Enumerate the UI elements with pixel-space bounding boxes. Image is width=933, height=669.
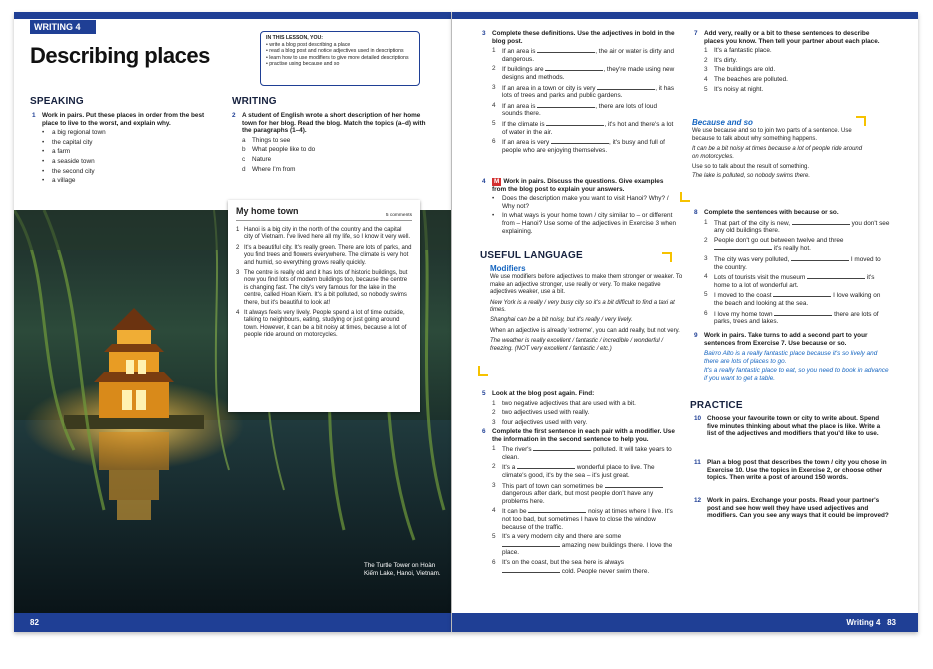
exercise-instruction: Complete the first sentence in each pair with a modifier. Use the information in the second sentence to help you. xyxy=(492,428,675,443)
list-item: 5 It's noisy at night. xyxy=(704,85,764,93)
grammar-example: The lake is polluted, so nobody swims there. xyxy=(692,173,811,180)
answer-blank[interactable] xyxy=(791,255,849,261)
list-item: • a seaside town xyxy=(42,157,95,165)
exercise-instruction: Work in pairs. Take turns to add a second part to your sentences from Exercise 7. Use because or so. xyxy=(704,332,868,347)
answer-blank[interactable] xyxy=(546,120,604,126)
list-item: 5 If the climate is , it's hot and there's a lot of water in the air. xyxy=(492,119,674,136)
list-item: 3 The city was very polluted, I moved to the country. xyxy=(704,254,881,271)
answer-blank[interactable] xyxy=(792,219,850,225)
exercise-instruction: Look at the blog post again. Find: xyxy=(492,390,595,397)
exercise-7 xyxy=(694,30,890,93)
list-item: • a farm xyxy=(42,148,71,156)
list-item: 2 It's a wonderful place to live. The climate's good, it's by the sea – it's just great. xyxy=(492,463,655,479)
answer-blank[interactable] xyxy=(537,102,595,108)
corner-bracket xyxy=(478,366,488,376)
page-title: Describing places xyxy=(30,43,210,68)
list-item: • the second city xyxy=(42,167,95,175)
exercise-number: 5 xyxy=(482,390,486,397)
grammar-example: Shanghai can be a bit noisy, but it's really / very lively. xyxy=(490,317,633,324)
list-item: • the capital city xyxy=(42,138,93,146)
lesson-item: • write a blog post describing a place xyxy=(266,41,351,48)
answer-blank[interactable] xyxy=(533,445,591,451)
page-number: 83 xyxy=(887,618,896,627)
exercise-instruction: Work in pairs. Exchange your posts. Read your partner's post and see how well they have used adjectives and modifiers. Can you see any ways that it could be improved? xyxy=(707,497,889,520)
model-answer: Bairro Alto is a really fantastic place because it's so lively and there are lots of places to go. xyxy=(704,350,878,365)
answer-blank[interactable] xyxy=(551,138,609,144)
list-item: • In what ways is your home town / city similar to – or different from – Hanoi? Use some of the adjectives in Exercise 3 when explaining. xyxy=(492,212,677,235)
list-item: 6 I love my home town there are lots of parks, trees and lakes. xyxy=(704,309,879,326)
corner-bracket xyxy=(680,192,690,202)
blog-card xyxy=(228,200,420,412)
grammar-example: The weather is really excellent / fantastic / incredible / wonderful / freezing. (NOT very excellent / fantastic / etc.) xyxy=(490,338,664,352)
corner-bracket xyxy=(662,252,672,262)
list-item: • Does the description make you want to visit Hanoi? Why? / Why not? xyxy=(492,195,669,210)
exercise-10 xyxy=(694,415,890,438)
list-item: b What people like to do xyxy=(242,146,316,154)
exercise-3 xyxy=(482,30,678,154)
blog-paragraph: 3 The centre is really old and it has lots of historic buildings, but now you find lots of modern buildings too, because the centre is changing fast. The city's very famous for the lake in the centre, called Hoan Kiem. It's a bit polluted, so nobody swims there, but it's beautiful to look at! xyxy=(236,270,408,306)
answer-blank[interactable] xyxy=(517,463,575,469)
answer-blank[interactable] xyxy=(605,482,663,488)
list-item: 3 If an area in a town or city is very , it has lots of trees and parks and public gardens. xyxy=(492,83,675,100)
bottom-bar xyxy=(14,613,451,632)
bottom-bar xyxy=(452,613,918,632)
corner-bracket xyxy=(856,116,866,126)
lesson-box xyxy=(260,31,420,86)
list-item: 4 Lots of tourists visit the museum it's home to a lot of wonderful art. xyxy=(704,273,875,289)
exercise-number: 11 xyxy=(694,459,701,466)
answer-blank[interactable] xyxy=(528,507,586,513)
list-item: 1 It's a fantastic place. xyxy=(704,47,772,55)
exercise-number: 9 xyxy=(694,332,698,339)
grammar-text: When an adjective is already 'extreme', you can add really, but not very. xyxy=(490,327,680,334)
lesson-box-heading: IN THIS LESSON, YOU: xyxy=(266,35,323,41)
answer-blank[interactable] xyxy=(502,567,560,573)
exercise-8 xyxy=(694,209,890,326)
blog-paragraph: 4 It always feels very lively. People spend a lot of time outside, talking to neighbours, eating, studying or just going around town. However, it can be a bit noisy at times, because a lot of people ride around on motorcycles. xyxy=(236,310,407,339)
list-item: 4 If an area is , there are lots of loud sounds there. xyxy=(492,101,658,118)
right-page xyxy=(452,12,918,632)
exercise-instruction: A student of English wrote a short description of her home town for her blog. Read the blog. Match the topics (a–d) with the paragraphs (1–4). xyxy=(242,112,426,135)
list-item: 2 two adjectives used with really. xyxy=(492,409,590,417)
top-bar xyxy=(452,12,918,19)
list-item: 4 It can be noisy at times where I live. It's not too bad, but sometimes I have to close the window because of the traffic. xyxy=(492,507,673,531)
exercise-number: 6 xyxy=(482,428,486,435)
unit-tab: WRITING 4 xyxy=(30,20,96,34)
writing-heading: WRITING xyxy=(232,96,277,107)
exercise-4 xyxy=(482,178,678,235)
list-item: 1 two negative adjectives that are used with a bit. xyxy=(492,399,636,407)
exercise-number: 3 xyxy=(482,30,486,37)
exercise-1 xyxy=(32,112,222,185)
list-item: 3 This part of town can sometimes be dangerous after dark, but most people don't have any problems here. xyxy=(492,482,678,506)
page-number: 82 xyxy=(30,618,39,627)
list-item: • a big regional town xyxy=(42,129,106,137)
grammar-example: New York is a really / very busy city so it's a bit difficult to find a taxi at times. xyxy=(490,299,675,314)
exercise-instruction: M Work in pairs. Discuss the questions. Give examples from the blog post to explain your answers. xyxy=(492,178,664,193)
exercise-number: 4 xyxy=(482,178,486,185)
list-item: 6 If an area is very , it's busy and full of people who are enjoying themselves. xyxy=(492,138,665,154)
list-item: 3 four adjectives used with very. xyxy=(492,418,588,426)
list-item: a Things to see xyxy=(242,136,291,144)
exercise-instruction: Choose your favourite town or city to write about. Spend five minutes thinking about what the place is like. Write a list of the adjectives and modifiers that you'd like to use. xyxy=(707,415,881,438)
left-page xyxy=(14,12,452,632)
exercise-6 xyxy=(482,428,678,575)
blog-comments[interactable]: 5 comments xyxy=(236,213,412,221)
lesson-item: • learn how to use modifiers to give more detailed descriptions xyxy=(266,54,409,61)
answer-blank[interactable] xyxy=(597,84,655,90)
list-item: 3 The buildings are old. xyxy=(704,66,776,74)
list-item: 5 I moved to the coast I love walking on the beach and looking at the sea. xyxy=(704,291,881,307)
exercise-number: 10 xyxy=(694,415,702,422)
exercise-instruction: Work in pairs. Put these places in order from the best place to live to the worst, and explain why. xyxy=(42,112,205,127)
answer-blank[interactable] xyxy=(502,541,560,547)
speaking-heading: SPEAKING xyxy=(30,96,84,107)
model-answer: It's a really fantastic place to eat, so you need to book in advance if you want to get a table. xyxy=(704,367,889,382)
answer-blank[interactable] xyxy=(774,310,832,316)
blog-paragraph: 1 Hanoi is a big city in the north of the country and the capital city of Vietnam. I've lived here all my life, so I know it very well. xyxy=(236,227,411,241)
list-item: 2 If buildings are , they're made using new designs and methods. xyxy=(492,65,675,81)
list-item: • a village xyxy=(42,177,76,185)
blog-paragraph: 2 It's a beautiful city. It's really green. There are lots of parks, and you find trees and flowers everywhere. The climate is very hot and humid, so everything grows really quickly. xyxy=(236,244,412,266)
lesson-item: • read a blog post and notice adjectives used in descriptions xyxy=(266,48,404,55)
grammar-text: We use because and so to join two parts of a sentence. Use because to talk about why something happens. xyxy=(692,128,852,142)
grammar-example: It can be a bit noisy at times because a lot of people ride around on motorcycles. xyxy=(692,146,863,160)
top-bar xyxy=(14,12,451,19)
because-so-heading: Because and so xyxy=(692,118,753,127)
lesson-item: • practise using because and so xyxy=(266,61,340,68)
answer-blank[interactable] xyxy=(537,47,595,53)
list-item: 1 That part of the city is new, you don't see any old buildings there. xyxy=(704,218,890,235)
exercise-12 xyxy=(694,497,890,520)
list-item: 6 It's on the coast, but the sea here is always cold. People never swim there. xyxy=(492,558,650,575)
exercise-5 xyxy=(482,390,678,426)
list-item: 4 The beaches are polluted. xyxy=(704,75,788,83)
list-item: 1 If an area is , the air or water is dirty and dangerous. xyxy=(492,47,675,63)
exercise-9 xyxy=(694,332,890,383)
list-item: d Where I'm from xyxy=(242,165,296,173)
mediation-badge: M xyxy=(494,178,500,185)
exercise-instruction: Add very, really or a bit to these sentences to describe places you know. Then tell your partner about each place. xyxy=(704,30,880,45)
grammar-text: We use modifiers before adjectives to make them stronger or weaker. To make an adjective stronger, use really or very. To make negative adjectives weaker, use a bit. xyxy=(490,274,683,296)
list-item: c Nature xyxy=(242,155,272,163)
exercise-number: 8 xyxy=(694,209,698,216)
answer-blank[interactable] xyxy=(714,244,772,250)
exercise-number: 1 xyxy=(32,112,36,119)
blog-title: My home town xyxy=(236,206,299,216)
footer-label: Writing 4 xyxy=(846,618,881,627)
practice-heading: PRACTICE xyxy=(690,400,743,411)
grammar-text: Use so to talk about the result of something. xyxy=(692,164,810,171)
because-so-box xyxy=(692,119,868,181)
modifiers-box xyxy=(490,265,686,353)
exercise-2 xyxy=(232,112,432,173)
modifiers-heading: Modifiers xyxy=(490,264,526,273)
list-item: 2 People don't go out between twelve and three it's really hot. xyxy=(704,236,844,253)
exercise-number: 2 xyxy=(232,112,236,119)
exercise-number: 12 xyxy=(694,497,702,504)
exercise-instruction: Complete the sentences with because or so. xyxy=(704,209,839,216)
exercise-instruction: Complete these definitions. Use the adjectives in bold in the blog post. xyxy=(492,30,675,45)
answer-blank[interactable] xyxy=(773,291,831,297)
list-item: 1 The river's polluted. It will take years to clean. xyxy=(492,445,672,461)
exercise-instruction: Plan a blog post that describes the town / city you chose in Exercise 10. Use the topics in Exercise 2, or choose other topics. Then write a post of around 150 words. xyxy=(707,459,887,482)
answer-blank[interactable] xyxy=(807,273,865,279)
useful-language-heading: USEFUL LANGUAGE xyxy=(480,250,583,261)
exercise-number: 7 xyxy=(694,30,698,37)
photo-caption: The Turtle Tower on Hoàn Kiếm Lake, Hanoi, Vietnam. xyxy=(364,562,441,577)
exercise-11 xyxy=(694,459,890,482)
list-item: 2 It's dirty. xyxy=(704,56,738,64)
list-item: 5 It's a very modern city and there are some amazing new buildings there. I love the place. xyxy=(492,533,673,557)
answer-blank[interactable] xyxy=(545,65,603,71)
